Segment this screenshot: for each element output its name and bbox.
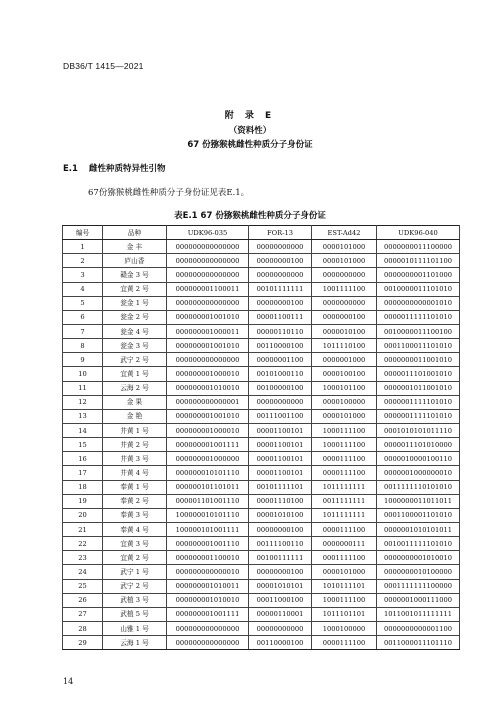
- table-cell: 0010000011101010: [377, 282, 460, 296]
- table-cell: 00100111111: [249, 551, 312, 565]
- column-header: UDK96-035: [167, 226, 249, 240]
- table-cell: 000000000000000: [167, 296, 249, 310]
- table-cell: 00101000110: [249, 367, 312, 381]
- table-cell: 3: [63, 268, 103, 282]
- table-cell: 0011000011101110: [377, 636, 460, 650]
- appendix-title: 附 录 E: [224, 111, 276, 121]
- table-cell: 0000011101001010: [377, 367, 460, 381]
- table-cell: 24: [63, 565, 103, 579]
- table-cell: 0000000001101000: [377, 268, 460, 282]
- column-header: FOR-13: [249, 226, 312, 240]
- table-cell: 000000000000001: [167, 395, 249, 409]
- document-code: DB36/T 1415—2021: [63, 61, 144, 71]
- table-cell: 武植 5 号: [103, 607, 167, 621]
- table-cell: 000000000000000: [167, 240, 249, 254]
- table-cell: 1000100000: [312, 621, 377, 635]
- table-cell: 000000001100010: [167, 551, 249, 565]
- table-cell: 00001010100: [249, 508, 312, 522]
- table-row: [63, 395, 460, 409]
- table-row: [63, 381, 460, 395]
- table-cell: 16: [63, 452, 103, 466]
- table-cell: 000000000000000: [167, 268, 249, 282]
- table-cell: 0000000010100000: [377, 565, 460, 579]
- table-row: [63, 593, 460, 607]
- table-cell: 00101111101: [249, 480, 312, 494]
- table-cell: 00000110110: [249, 324, 312, 338]
- table-cell: 25: [63, 579, 103, 593]
- table-row: [63, 324, 460, 338]
- table-cell: 000000001001010: [167, 339, 249, 353]
- table-row: [63, 353, 460, 367]
- table-row: [63, 254, 460, 268]
- table-cell: 奉黄 4 号: [103, 522, 167, 536]
- table-row: [63, 268, 460, 282]
- table-row: [63, 551, 460, 565]
- column-header: 编号: [63, 226, 103, 240]
- table-cell: 00001010101: [249, 579, 312, 593]
- table-row: [63, 607, 460, 621]
- table-cell: 山雅 1 号: [103, 621, 167, 635]
- table-cell: 0000011101010000: [377, 438, 460, 452]
- table-cell: 000000001000000: [167, 452, 249, 466]
- table-cell: 00110000100: [249, 636, 312, 650]
- table-cell: 宜黄 2 号: [103, 282, 167, 296]
- table-cell: 0000001010101011: [377, 522, 460, 536]
- table-cell: 000000001000010: [167, 423, 249, 437]
- table-cell: 00000000000: [249, 621, 312, 635]
- table-cell: 000000001001111: [167, 607, 249, 621]
- table-cell: 宜黄 2 号: [103, 551, 167, 565]
- table-cell: 100000101001111: [167, 522, 249, 536]
- table-cell: 000001101001110: [167, 494, 249, 508]
- table-cell: 000000010101110: [167, 466, 249, 480]
- table-cell: 00001100101: [249, 423, 312, 437]
- table-cell: 瓮金 1 号: [103, 296, 167, 310]
- table-cell: 井黄 2 号: [103, 438, 167, 452]
- table-cell: 云海 2 号: [103, 381, 167, 395]
- table-cell: 武宁 2 号: [103, 353, 167, 367]
- table-cell: 000000000000000: [167, 353, 249, 367]
- table-row: [63, 367, 460, 381]
- table-cell: 0010000011100100: [377, 324, 460, 338]
- table-cell: 000000000000010: [167, 565, 249, 579]
- column-header: UDK96-040: [377, 226, 460, 240]
- table-row: [63, 508, 460, 522]
- table-cell: 00000000100: [249, 296, 312, 310]
- table-cell: 000000000000000: [167, 621, 249, 635]
- table-cell: 000000001000011: [167, 324, 249, 338]
- table-cell: 0000010100: [312, 324, 377, 338]
- table-cell: 00100000100: [249, 381, 312, 395]
- table-cell: 1000101100: [312, 381, 377, 395]
- table-cell: 0000101000: [312, 240, 377, 254]
- column-header: EST-Ad42: [312, 226, 377, 240]
- table-cell: 0001010101011110: [377, 423, 460, 437]
- table-row: [63, 579, 460, 593]
- table-cell: 00111100110: [249, 537, 312, 551]
- table-cell: 000000001001010: [167, 409, 249, 423]
- column-header: 品种: [103, 226, 167, 240]
- identity-table: [62, 225, 460, 650]
- table-cell: 0000100100: [312, 367, 377, 381]
- table-cell: 00000000100: [249, 522, 312, 536]
- table-cell: 15: [63, 438, 103, 452]
- table-cell: 00001100111: [249, 310, 312, 324]
- table-cell: 0000001000000010: [377, 466, 460, 480]
- table-cell: 11: [63, 381, 103, 395]
- table-cell: 00000000000: [249, 268, 312, 282]
- table-cell: 0011111111: [312, 494, 377, 508]
- table-cell: 000000000000000: [167, 254, 249, 268]
- table-cell: 0000000011001010: [377, 353, 460, 367]
- table-cell: 7: [63, 324, 103, 338]
- table-row: [63, 466, 460, 480]
- table-cell: 0000111100: [312, 522, 377, 536]
- table-cell: 23: [63, 551, 103, 565]
- table-cell: 1011101101: [312, 607, 377, 621]
- table-row: [63, 310, 460, 324]
- table-cell: 武宁 2 号: [103, 579, 167, 593]
- table-cell: 000000001001111: [167, 438, 249, 452]
- table-cell: 00111001100: [249, 409, 312, 423]
- section-title: 雌性种质特异性引物: [89, 164, 166, 174]
- table-cell: 00000000000: [249, 395, 312, 409]
- table-cell: 10: [63, 367, 103, 381]
- table-cell: 0001100011101010: [377, 339, 460, 353]
- table-cell: 瓮金 2 号: [103, 310, 167, 324]
- table-cell: 00011000100: [249, 593, 312, 607]
- table-cell: 1011111111: [312, 480, 377, 494]
- table-row: [63, 565, 460, 579]
- table-cell: 0000001000111000: [377, 593, 460, 607]
- table-cell: 19: [63, 494, 103, 508]
- table-row: [63, 296, 460, 310]
- table-cell: 27: [63, 607, 103, 621]
- table-cell: 21: [63, 522, 103, 536]
- table-cell: 0001100001101010: [377, 508, 460, 522]
- table-cell: 0011111110101010: [377, 480, 460, 494]
- table-cell: 1010111101: [312, 579, 377, 593]
- table-cell: 0000000000: [312, 268, 377, 282]
- table-cell: 00000001100: [249, 353, 312, 367]
- table-cell: 14: [63, 423, 103, 437]
- table-cell: 0000000000: [312, 296, 377, 310]
- table-cell: 00110000100: [249, 339, 312, 353]
- table-cell: 0001111111100000: [377, 579, 460, 593]
- table-cell: 奉黄 1 号: [103, 480, 167, 494]
- table-cell: 00001100101: [249, 452, 312, 466]
- table-cell: 金 果: [103, 395, 167, 409]
- table-cell: 1000111100: [312, 438, 377, 452]
- table-cell: 1: [63, 240, 103, 254]
- table-row: [63, 636, 460, 650]
- table-cell: 00101111111: [249, 282, 312, 296]
- table-row: [63, 522, 460, 536]
- table-cell: 0000000111: [312, 537, 377, 551]
- table-cell: 0000010000100110: [377, 452, 460, 466]
- table-cell: 1011001011111111: [377, 607, 460, 621]
- table-cell: 0000111100: [312, 452, 377, 466]
- table-cell: 100000010101110: [167, 508, 249, 522]
- table-cell: 000000001100011: [167, 282, 249, 296]
- table-cell: 12: [63, 395, 103, 409]
- table-cell: 0000011111101010: [377, 310, 460, 324]
- table-cell: 0000111100: [312, 466, 377, 480]
- table-cell: 000000000000000: [167, 636, 249, 650]
- table-cell: 赣金 3 号: [103, 268, 167, 282]
- table-cell: 瓮金 3 号: [103, 339, 167, 353]
- table-cell: 宜黄 3 号: [103, 537, 167, 551]
- table-cell: 0000101000: [312, 565, 377, 579]
- table-cell: 0000111100: [312, 636, 377, 650]
- table-cell: 8: [63, 339, 103, 353]
- table-cell: 0000001000: [312, 353, 377, 367]
- table-cell: 井黄 1 号: [103, 423, 167, 437]
- table-cell: 000000101101011: [167, 480, 249, 494]
- table-cell: 00000000100: [249, 254, 312, 268]
- table-cell: 1011110100: [312, 339, 377, 353]
- table-row: [63, 537, 460, 551]
- table-cell: 0000000001010010: [377, 551, 460, 565]
- table-row: [63, 409, 460, 423]
- table-cell: 000000001001110: [167, 537, 249, 551]
- section-heading: [63, 162, 166, 174]
- table-cell: 0000001111101010: [377, 395, 460, 409]
- table-cell: 18: [63, 480, 103, 494]
- table-cell: 0000000000001100: [377, 621, 460, 635]
- table-cell: 宜黄 1 号: [103, 367, 167, 381]
- table-cell: 0001111100: [312, 551, 377, 565]
- table-cell: 00000000000: [249, 240, 312, 254]
- table-cell: 庐山香: [103, 254, 167, 268]
- table-cell: 云海 1 号: [103, 636, 167, 650]
- table-row: [63, 282, 460, 296]
- table-cell: 奉黄 3 号: [103, 508, 167, 522]
- table-cell: 6: [63, 310, 103, 324]
- table-cell: 1000000011011011: [377, 494, 460, 508]
- table-row: [63, 438, 460, 452]
- table-cell: 4: [63, 282, 103, 296]
- table-cell: 5: [63, 296, 103, 310]
- appendix-subtitle: 67 份猕猴桃雌性种质分子身份证: [187, 140, 313, 150]
- table-cell: 00000110001: [249, 607, 312, 621]
- table-cell: 13: [63, 409, 103, 423]
- table-cell: 0000000000001010: [377, 296, 460, 310]
- table-cell: 000000001001010: [167, 310, 249, 324]
- table-body: [63, 240, 460, 650]
- table-row: [63, 621, 460, 635]
- table-row: [63, 480, 460, 494]
- table-cell: 井黄 3 号: [103, 452, 167, 466]
- table-cell: 29: [63, 636, 103, 650]
- table-cell: 0000000011100000: [377, 240, 460, 254]
- table-cell: 00001100101: [249, 438, 312, 452]
- section-number: E.1: [63, 164, 78, 174]
- table-cell: 22: [63, 537, 103, 551]
- table-cell: 0000000100: [312, 310, 377, 324]
- table-cell: 0010011111101010: [377, 537, 460, 551]
- table-cell: 武宁 1 号: [103, 565, 167, 579]
- appendix-nature: （资料性）: [228, 126, 272, 136]
- table-cell: 武植 3 号: [103, 593, 167, 607]
- table-cell: 奉黄 2 号: [103, 494, 167, 508]
- table-cell: 瓮金 4 号: [103, 324, 167, 338]
- table-row: [63, 339, 460, 353]
- table-cell: 9: [63, 353, 103, 367]
- page-number: 14: [63, 677, 74, 686]
- table-cell: 28: [63, 621, 103, 635]
- body-paragraph: 67份猕猴桃雌性种质分子身份证见表E.1。: [88, 188, 250, 198]
- table-cell: 000000001010011: [167, 579, 249, 593]
- table-row: [63, 423, 460, 437]
- table-header-row: [63, 226, 460, 240]
- table-cell: 井黄 4 号: [103, 466, 167, 480]
- table-cell: 0000101000: [312, 409, 377, 423]
- table-cell: 0000001111101010: [377, 409, 460, 423]
- table-cell: 1011111111: [312, 508, 377, 522]
- table-cell: 00001100101: [249, 466, 312, 480]
- table-cell: 2: [63, 254, 103, 268]
- table-cell: 0000001011001010: [377, 381, 460, 395]
- table-cell: 0000100000: [312, 395, 377, 409]
- table-cell: 000000001000010: [167, 367, 249, 381]
- table-cell: 000000001010010: [167, 381, 249, 395]
- table-cell: 0000101000: [312, 254, 377, 268]
- table-cell: 000000001010010: [167, 593, 249, 607]
- table-cell: 金 艳: [103, 409, 167, 423]
- table-row: [63, 452, 460, 466]
- table-cell: 20: [63, 508, 103, 522]
- table-cell: 金 丰: [103, 240, 167, 254]
- table-cell: 17: [63, 466, 103, 480]
- table-cell: 1000111100: [312, 593, 377, 607]
- table-caption: 表E.1 67 份猕猴桃雌性种质分子身份证: [174, 211, 326, 221]
- table-cell: 1000111100: [312, 423, 377, 437]
- table-row: [63, 494, 460, 508]
- table-cell: 0000010111101100: [377, 254, 460, 268]
- table-cell: 1001111100: [312, 282, 377, 296]
- table-cell: 00001110100: [249, 494, 312, 508]
- table-cell: 00000000100: [249, 565, 312, 579]
- table-row: [63, 240, 460, 254]
- table-cell: 26: [63, 593, 103, 607]
